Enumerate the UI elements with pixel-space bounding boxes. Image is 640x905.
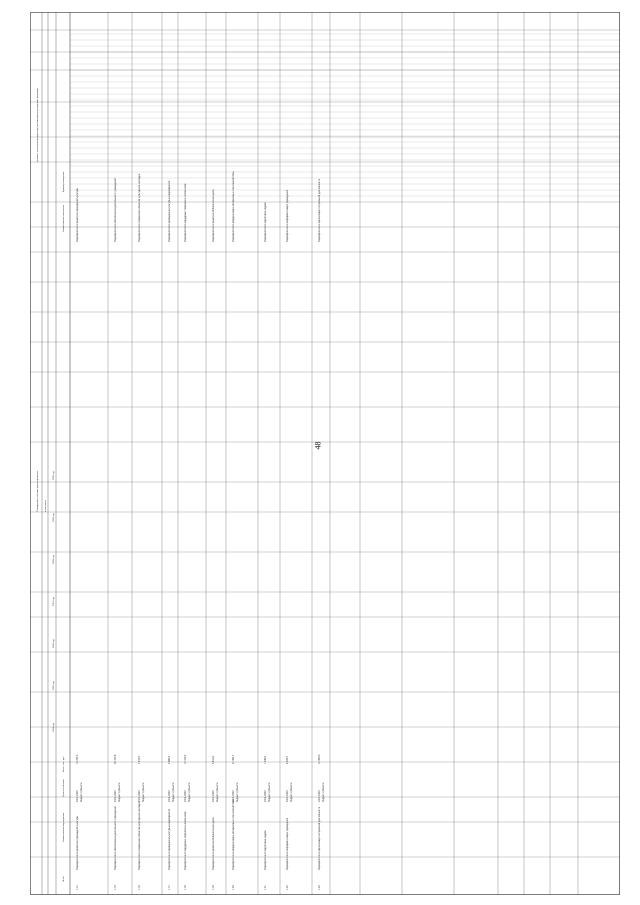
- row-total: 5 612,8: [212, 756, 215, 764]
- row-period: 2014-2020: [318, 790, 321, 802]
- row-period: 2014-2020: [114, 790, 117, 802]
- row-period: 2014-2020: [232, 790, 235, 802]
- row-indicator-name: Мероприятие по модернизации материально-технической базы: [232, 171, 235, 242]
- row-number: 1.17: [168, 885, 171, 890]
- header-title-indicators: Целевые показатели (индикаторы) реализации мероприятий программы: [37, 87, 39, 162]
- row-total: 10 734,3: [76, 754, 79, 764]
- row-number: 1.23: [318, 885, 321, 890]
- row-name: Мероприятие по обеспечению деятельности учреждений: [114, 806, 117, 870]
- header-title-funding: Планируемые объемы финансирования: [37, 471, 39, 512]
- row-name: Мероприятие по развитию библиотечного дела: [212, 817, 215, 870]
- header-year: 2016 год: [53, 639, 55, 648]
- header-title-sources: в том числе: [45, 499, 47, 512]
- row-total: 12 440,2: [184, 754, 187, 764]
- row-indicator-name: Мероприятие по сохранению объектов культурного наследия: [138, 173, 141, 242]
- table-grid: [30, 12, 620, 895]
- row-total: 7 210,5: [138, 756, 141, 764]
- header-col-indicator: Наименование показателя: [63, 204, 65, 232]
- row-indicator-name: Мероприятие по обеспечению деятельности учреждений: [114, 178, 117, 242]
- row-indicator-name: Мероприятие по проведению культурных мероприятий: [168, 180, 171, 242]
- row-number: 1.21: [264, 885, 267, 890]
- rotated-table: [30, 12, 620, 895]
- row-period: 2014-2020: [76, 790, 79, 802]
- row-number: 1.19: [212, 885, 215, 890]
- row-name: Мероприятие по модернизации материально-технической базы: [232, 799, 235, 870]
- row-indicator-name: Мероприятие по развитию библиотечного дела: [212, 189, 215, 242]
- row-period: 2014-2020: [286, 790, 289, 802]
- page-number: 48: [313, 441, 323, 450]
- header-year: 2014 год: [53, 723, 55, 732]
- row-indicator-name: Мероприятие по поддержке творческих коллективов: [184, 183, 187, 242]
- header-col-unit: Единица измерения: [63, 171, 65, 192]
- row-number: 1.15: [114, 885, 117, 890]
- header-year: 2015 год: [53, 681, 55, 690]
- row-period: 2014-2020: [212, 790, 215, 802]
- row-source: Бюджет субъекта: [216, 782, 219, 802]
- row-total: 46 153,6: [114, 754, 117, 764]
- row-name: Мероприятие по информатизации учреждений: [286, 817, 289, 870]
- header-year: 2017 год: [53, 597, 55, 606]
- row-name: Мероприятие по подготовке кадров: [264, 830, 267, 870]
- header-col-name: Наименование мероприятия: [63, 812, 65, 842]
- header-year: 2018 год: [53, 555, 55, 564]
- row-period: 2014-2020: [168, 790, 171, 802]
- row-source: Бюджет субъекта: [268, 782, 271, 802]
- row-number: 1.22: [286, 885, 289, 890]
- row-total: 3 985,0: [168, 756, 171, 764]
- row-name: Мероприятие по развитию учреждений культуры: [76, 815, 79, 870]
- table-border: [31, 13, 620, 895]
- row-indicator-name: Мероприятие по развитию учреждений культуры: [76, 187, 79, 242]
- header-col-total: Всего, тыс. руб.: [63, 755, 65, 772]
- row-source: Бюджет субъекта: [80, 782, 83, 802]
- row-period: 2014-2020: [264, 790, 267, 802]
- header-col-no: № п/п: [63, 876, 65, 882]
- row-source: Бюджет субъекта: [290, 782, 293, 802]
- row-number: 1.14: [76, 885, 79, 890]
- row-number: 1.18: [184, 885, 187, 890]
- header-year: 2019 год: [53, 513, 55, 522]
- row-indicator-name: Мероприятие по подготовке кадров: [264, 202, 267, 242]
- row-period: 2014-2020: [184, 790, 187, 802]
- row-indicator-name: Мероприятие по информатизации учреждений: [286, 189, 289, 242]
- row-number: 1.20: [232, 885, 235, 890]
- row-source: Бюджет субъекта: [322, 782, 325, 802]
- row-period: 2014-2020: [138, 790, 141, 802]
- row-name: Мероприятие по проведению культурных мероприятий: [168, 808, 171, 870]
- row-source: Бюджет субъекта: [188, 782, 191, 802]
- row-total: 21 004,7: [232, 754, 235, 764]
- header-year: 2020 год: [53, 471, 55, 480]
- row-total: 1 208,9: [264, 756, 267, 764]
- row-total: 14 550,0: [318, 754, 321, 764]
- row-name: Мероприятие по организации гастрольной деятельности: [318, 806, 321, 870]
- header-col-period: Срок исполнения: [63, 779, 65, 797]
- row-name: Мероприятие по сохранению объектов культурного наследия: [138, 801, 141, 870]
- row-source: Бюджет субъекта: [236, 782, 239, 802]
- row-source: Бюджет субъекта: [118, 782, 121, 802]
- row-source: Бюджет субъекта: [172, 782, 175, 802]
- row-source: Бюджет субъекта: [142, 782, 145, 802]
- row-total: 9 376,4: [286, 756, 289, 764]
- row-number: 1.16: [138, 885, 141, 890]
- row-indicator-name: Мероприятие по организации гастрольной деятельности: [318, 178, 321, 242]
- row-name: Мероприятие по поддержке творческих коллективов: [184, 811, 187, 870]
